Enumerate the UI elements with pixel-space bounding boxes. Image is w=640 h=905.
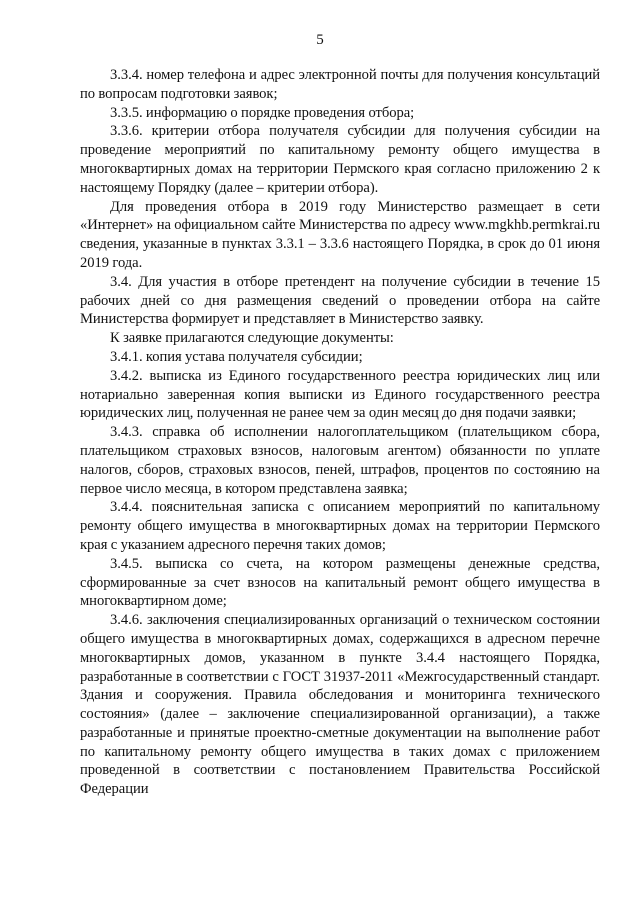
paragraph-publication-2019: Для проведения отбора в 2019 году Министерство размещает в сети «Интернет» на официальном сайте Министерства по адресу www.mgkhb.permkrai.ru сведения, указанные в пунктах 3.3.1 – 3.3.6 настоящего Порядка, в срок до 01 июня 2019 года. — [80, 198, 600, 271]
paragraph-3-4-5: 3.4.5. выписка со счета, на котором размещены денежные средства, сформированные за счет взносов на капитальный ремонт общего имущества в многоквартирном доме; — [80, 555, 600, 610]
paragraph-3-4-3: 3.4.3. справка об исполнении налогоплательщиком (плательщиком сбора, плательщиком страховых взносов, налоговым агентом) обязанности по уплате налогов, сборов, страховых взносов, пеней, штрафов, процентов по состоянию на первое число месяца, в котором представлена заявка; — [80, 424, 600, 497]
page-number: 5 — [316, 32, 324, 48]
paragraph-3-3-4: 3.3.4. номер телефона и адрес электронной почты для получения консультаций по вопросам подготовки заявок; — [80, 67, 600, 102]
paragraph-3-4-2: 3.4.2. выписка из Единого государственного реестра юридических лиц или нотариально заверенная копия выписки из Единого государственного реестра юридических лиц, полученная не ранее чем за один месяц до дня подачи заявки; — [80, 367, 600, 422]
paragraph-3-4-6: 3.4.6. заключения специализированных организаций о техническом состоянии общего имущества в многоквартирных домах, содержащихся в адресном перечне многоквартирных домов, указанном в пункте 3.4.4 настоящего Порядка, разработанные в соответствии с ГОСТ 31937-2011 «Межгосударственный стандарт. Здания и сооружения. Правила обследования и мониторинга технического состояния» (далее – заключение специализированной организации), а также разработанные и принятые проектно-сметные документации на выполнение работ по капитальному ремонту общего имущества в таких домах с приложением проведенной в соответствии с постановлением Правительства Российской Федерации — [80, 612, 600, 798]
paragraph-attachments-intro: К заявке прилагаются следующие документы: — [110, 330, 394, 347]
paragraph-3-4-4: 3.4.4. пояснительная записка с описанием мероприятий по капитальному ремонту общего имущества в многоквартирных домах на территории Пермского края с указанием адресного перечня таких домов; — [80, 499, 600, 553]
paragraph-3-4-1: 3.4.1. копия устава получателя субсидии; — [110, 348, 363, 365]
paragraph-3-3-5: 3.3.5. информацию о порядке проведения отбора; — [110, 104, 415, 121]
paragraph-3-3-6: 3.3.6. критерии отбора получателя субсидии для получения субсидии на проведение мероприятий по капитальному ремонту общего имущества в многоквартирных домах на территории Пермского края согласно приложению 2 к настоящему Порядку (далее – критерии отбора). — [80, 123, 600, 196]
document-body — [80, 66, 600, 799]
paragraph-3-4: 3.4. Для участия в отборе претендент на получение субсидии в течение 15 рабочих дней со дня размещения сведений о проведении отбора на сайте Министерства формирует и представляет в Министерство заявку. — [80, 273, 600, 328]
